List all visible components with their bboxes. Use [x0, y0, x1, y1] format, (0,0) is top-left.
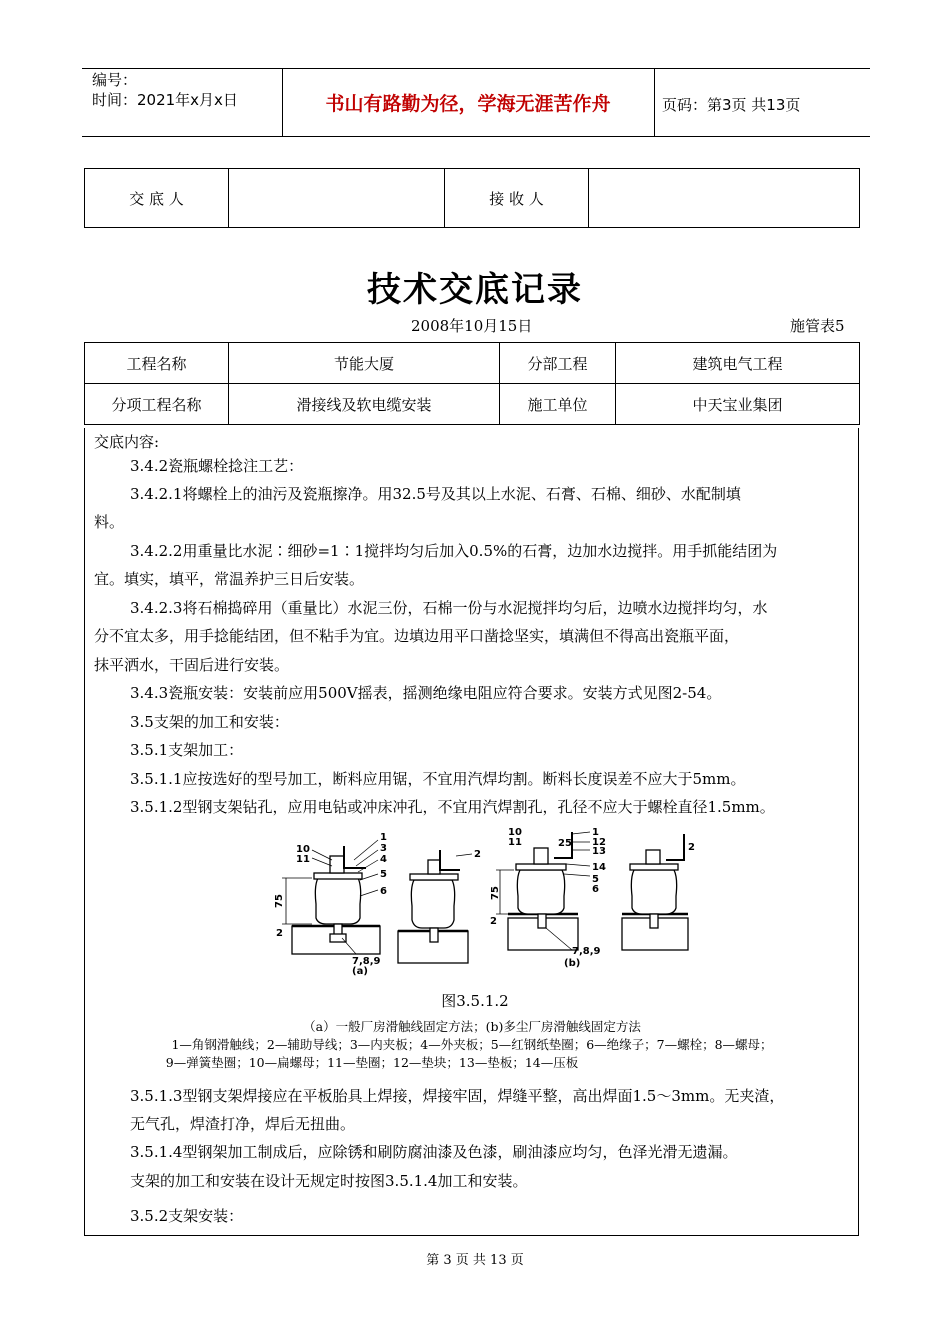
- label-10-b: 10: [508, 827, 522, 838]
- time-label: 时间：2021年x月x日: [92, 91, 238, 109]
- handover-value: [229, 169, 445, 228]
- figure-title: 图3.5.1.2: [441, 992, 509, 1010]
- receiver-label: 接 收 人: [445, 169, 589, 228]
- content-line: 分不宜太多，用手捻能结团，但不粘手为宜。边填边用平口凿捻坚实，填满但不得高出瓷瓶平面，: [94, 627, 740, 645]
- dim-2-a: 2: [276, 928, 283, 939]
- header-page-info: 页码：第3页 共13页: [662, 96, 801, 114]
- insulator-mounting-figure: [272, 826, 702, 976]
- figure-caption-2: 1—角钢滑触线；2—辅助导线；3—内夹板；4—外夹板；5—红钢纸垫圈；6—绝缘子；7—螺栓；8—螺母；: [171, 1037, 773, 1052]
- content-line: 3.5.1.2型钢支架钻孔，应用电钻或冲床冲孔，不宜用汽焊割孔，孔径不应大于螺栓直径1.5mm。: [130, 798, 775, 816]
- label-3: 3: [380, 843, 387, 854]
- content-line: 3.4.2瓷瓶螺栓捻注工艺：: [130, 457, 304, 475]
- content-line: 3.4.2.3将石棉捣碎用（重量比）水泥三份，石棉一份与水泥搅拌均匀后，边喷水边搅拌均匀，水: [130, 599, 768, 617]
- label-2-b: 2: [688, 842, 695, 853]
- caption-a: (a): [352, 966, 368, 976]
- figure-b-unit-2: [622, 834, 688, 950]
- header-motto: 书山有路勤为径，学海无涯苦作舟: [325, 92, 611, 115]
- label-5: 5: [380, 869, 387, 880]
- contractor-label: 施工单位: [500, 384, 616, 425]
- subitem: 滑接线及软电缆安装: [229, 384, 500, 425]
- project-name: 节能大厦: [229, 343, 500, 384]
- division-label: 分部工程: [500, 343, 616, 384]
- project-name-label: 工程名称: [85, 343, 229, 384]
- content-line: 3.4.3瓷瓶安装：安装前应用500V摇表，摇测绝缘电阻应符合要求。安装方式见图2-54。: [130, 684, 722, 702]
- document-date: 2008年10月15日: [411, 317, 533, 335]
- content-line: 3.5.1.4型钢架加工制成后，应除锈和刷防腐油漆及色漆，刷油漆应均匀，色泽光滑无遗漏。: [130, 1143, 738, 1161]
- subitem-label: 分项工程名称: [85, 384, 229, 425]
- dim-2-b: 2: [490, 916, 497, 927]
- number-label: 编号：: [92, 71, 138, 89]
- division: 建筑电气工程: [616, 343, 860, 384]
- label-12: 12: [592, 837, 606, 848]
- figure-caption-3: 9—弹簧垫圈；10—扁螺母；11—垫圈；12—垫块；13—垫板；14—压板: [165, 1055, 579, 1070]
- content-line: 3.4.2.1将螺栓上的油污及瓷瓶擦净。用32.5号及其以上水泥、石膏、石棉、细砂、水配制填: [130, 485, 741, 503]
- content-heading: 交底内容:: [94, 433, 160, 451]
- content-line: 3.5.1支架加工：: [130, 741, 244, 759]
- label-6: 6: [380, 886, 387, 897]
- label-13: 13: [592, 846, 606, 857]
- form-number: 施管表5: [790, 317, 845, 335]
- label-14: 14: [592, 862, 606, 873]
- footer-page: 第 3 页 共 13 页: [426, 1253, 524, 1268]
- content-line: 料。: [94, 513, 125, 531]
- dim-75-b: 75: [490, 886, 501, 900]
- figure-a-unit-2: [398, 850, 472, 963]
- label-6-b: 6: [592, 884, 599, 895]
- content-line: 3.5.1.1应按选好的型号加工，断料应用锯，不宜用汽焊均割。断料长度误差不应大于5mm。: [130, 770, 746, 788]
- content-line: 支架的加工和安装在设计无规定时按图3.5.1.4加工和安装。: [130, 1172, 528, 1190]
- header-left: [92, 70, 238, 110]
- label-5-b: 5: [592, 874, 599, 885]
- caption-b: (b): [564, 958, 581, 969]
- label-11: 11: [296, 854, 310, 865]
- label-10: 10: [296, 844, 310, 855]
- label-25: 25: [558, 838, 572, 849]
- label-789-b: 7,8,9: [572, 946, 601, 957]
- content-line: 3.5.1.3型钢支架焊接应在平板胎具上焊接，焊接牢固，焊缝平整，高出焊面1.5～3mm。无夹渣，: [130, 1087, 785, 1105]
- figure-b-unit-1: [496, 832, 590, 950]
- label-4: 4: [380, 854, 387, 865]
- info-table: [84, 342, 860, 425]
- receiver-value: [589, 169, 860, 228]
- content-line: 3.5支架的加工和安装：: [130, 713, 289, 731]
- label-789-a: 7,8,9: [352, 956, 381, 967]
- header-bottom-rule: [82, 136, 870, 137]
- contractor: 中天宝业集团: [616, 384, 860, 425]
- content-line: 无气孔，焊渣打净，焊后无扭曲。: [130, 1115, 356, 1133]
- label-1: 1: [380, 832, 387, 843]
- header-divider-2: [654, 68, 655, 136]
- content-line: 宜。填实，填平，常温养护三日后安装。: [94, 570, 365, 588]
- figure-caption-1: （a）一般厂房滑触线固定方法；(b)多尘厂房滑触线固定方法: [303, 1019, 641, 1034]
- dim-75-a: 75: [274, 894, 285, 908]
- content-line: 抹平洒水，干固后进行安装。: [94, 656, 290, 674]
- sign-table: [84, 168, 860, 228]
- content-line: 3.5.2支架安装：: [130, 1207, 244, 1225]
- label-1-b: 1: [592, 827, 599, 838]
- handover-label: 交 底 人: [85, 169, 229, 228]
- content-line: 3.4.2.2用重量比水泥∶细砂=1∶1搅拌均匀后加入0.5%的石膏，边加水边搅拌。用手抓能结团为: [130, 542, 778, 560]
- label-11-b: 11: [508, 837, 522, 848]
- document-title: 技术交底记录: [367, 270, 583, 310]
- label-2-a: 2: [474, 849, 481, 860]
